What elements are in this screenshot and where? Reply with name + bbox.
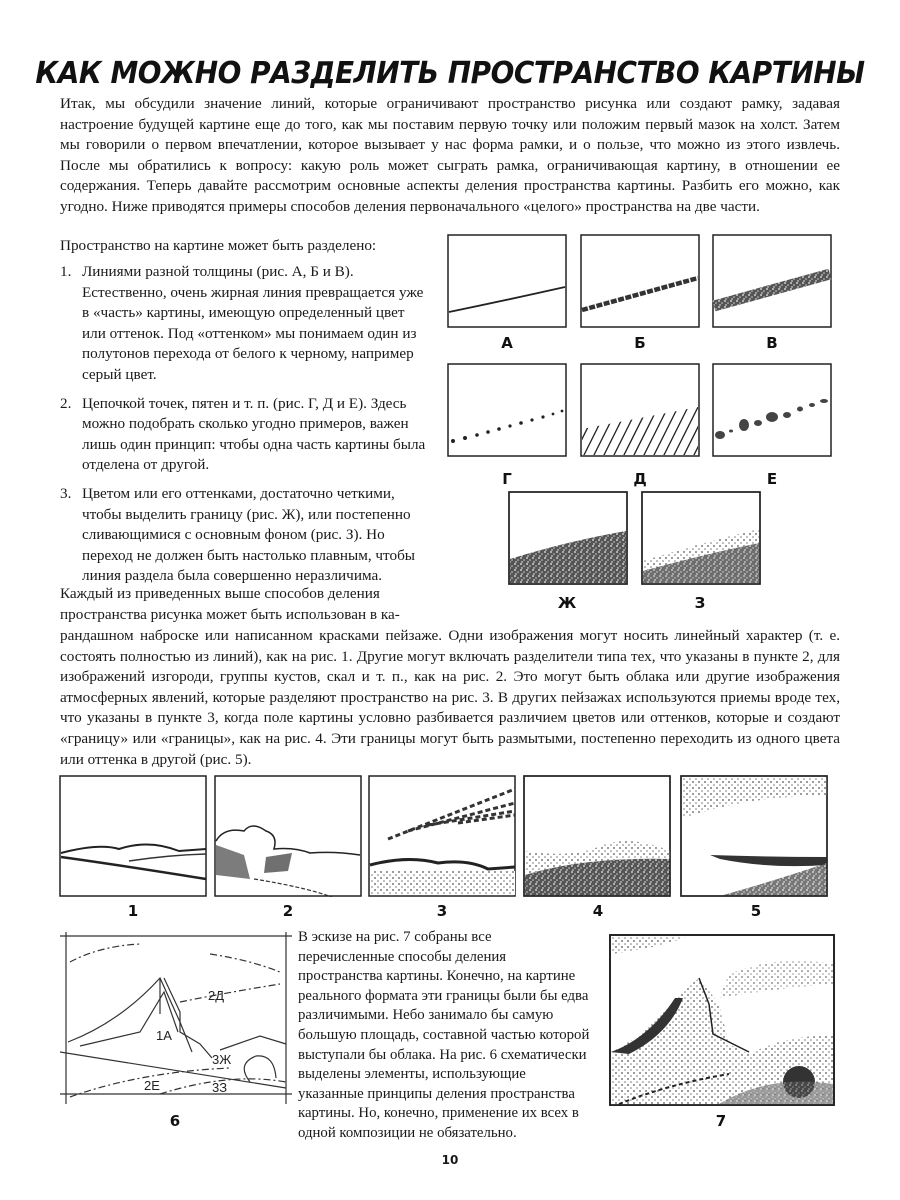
- list-lead: Пространство на картине может быть разделено:: [60, 237, 377, 254]
- schema-label: 3Ж: [212, 1052, 232, 1067]
- figure-4: [523, 775, 671, 897]
- list-text: Цветом или его оттенками, достаточно четкими, чтобы выделить границу (рис. Ж), или постепенно сливающимися с основным фоном (рис. З). Но переход не должен быть настолько плавным, чтобы линия раздела была совершенно неразличима.: [82, 484, 416, 585]
- figure-label: Ж: [557, 594, 577, 612]
- schema-label: 2Е: [144, 1078, 160, 1093]
- list-number: 3.: [60, 484, 72, 502]
- figure-7-sketch: [609, 934, 835, 1106]
- figure-label: В: [766, 334, 778, 352]
- figure-v: [712, 234, 832, 328]
- list-item: [60, 394, 432, 476]
- figure-label: Г: [502, 470, 512, 488]
- sketch-paragraph: В эскизе на рис. 7 собраны все перечисленные способы деления пространства картины. Конечно, на картине реального формата эти границы были бы едва различимыми. Небо занимало бы самую большую площадь, составной частью которой выступали бы облака. На рис. 6 схематически выделены элементы, использующие указанные принципы деления пространства картины. Но, конечно, применение их всех в одной композиции не обязательно.: [298, 929, 590, 1141]
- figure-label: 7: [715, 1112, 727, 1130]
- figure-label: Б: [634, 334, 646, 352]
- figure-label: 6: [169, 1112, 181, 1130]
- schema-label: 2Д: [208, 988, 225, 1003]
- list-number: 1.: [60, 263, 72, 280]
- figure-label: З: [694, 594, 706, 612]
- list-text: Линиями разной толщины (рис. А, Б и В). Естественно, очень жирная линия превращается уже в «часть» картины, имеющую определенный цвет или оттенок. Под «оттенком» мы понимаем один из полутонов перехода от белого к черному, например серый цвет.: [82, 263, 424, 383]
- schema-label: 1А: [156, 1028, 172, 1043]
- figure-zh: [508, 491, 628, 585]
- list-text: Цепочкой точек, пятен и т. п. (рис. Г, Д и Е). Здесь можно подобрать сколько угодно примеров, важен лишь один принцип: чтобы одна часть картины была отделена от другой.: [82, 394, 426, 474]
- intro-paragraph: Итак, мы обсудили значение линий, которые ограничивают пространство рисунка или создают рамку, задавая настроение будущей картине еще до того, как мы поставим первую точку или положим первый мазок на холст. Затем мы говорили о первом впечатлении, которое вызывает у нас форма рамки, и о пользе, что можно из этого извлечь. После мы обратились к вопросу: какую роль может сыграть рамка, ограничивающая картину, в отношении ее содержания. Теперь давайте рассмотрим основные аспекты деления пространства картины. Разбить его можно, как угодно. Ниже приводятся примеры способов деления первоначального «целого» пространства на две части.: [60, 95, 840, 215]
- figure-z: [641, 491, 761, 585]
- list-number: 2.: [60, 394, 72, 412]
- figure-label: 3: [436, 902, 448, 920]
- paragraph-each-method-start: Каждый из приведенных выше способов деления пространства рисунка может быть использован в ка-: [60, 585, 400, 623]
- figure-label: 4: [592, 902, 604, 920]
- paragraph-each-method-cont: рандашном наброске или написанном красками пейзаже. Одни изображения могут носить линейный характер (т. е. состоять полностью из линий), как на рис. 1. Другие могут включать разделители типа тех, что указаны в пункте 2, для изображений изгороди, группы кустов, скал и т. п., как на рис. 2. Это могут быть облака или другие изображения атмосферных явлений, которые разделяют пространство на рис. 3. В других пейзажах используются приемы вроде тех, что указаны в пункте 3, когда поле картины условно разбивается различием цветов или оттенков, которые и создают «границу» или «границы», как на рис. 4. Эти границы могут быть размытыми, постепенно переходить из одного цвета или оттенка в другой (рис. 5).: [60, 627, 840, 768]
- figure-label: 5: [750, 902, 762, 920]
- figure-label: 2: [282, 902, 294, 920]
- figure-d: [580, 363, 700, 457]
- figure-label: Д: [633, 470, 647, 488]
- list-item: [60, 262, 432, 386]
- figure-a: [447, 234, 567, 328]
- figure-label: 1: [127, 902, 139, 920]
- figure-g: [447, 363, 567, 457]
- figure-5: [680, 775, 828, 897]
- list-item: [60, 484, 432, 587]
- figure-b: [580, 234, 700, 328]
- figure-1: [59, 775, 207, 897]
- schema-label: 3З: [212, 1080, 228, 1095]
- division-methods-list: [60, 262, 432, 595]
- figure-label: А: [501, 334, 513, 352]
- figure-2: [214, 775, 362, 897]
- figure-3: [368, 775, 516, 897]
- figure-label: Е: [766, 470, 778, 488]
- page-title: КАК МОЖНО РАЗДЕЛИТЬ ПРОСТРАНСТВО КАРТИНЫ: [35, 56, 865, 91]
- page-number: 10: [441, 1153, 459, 1167]
- figure-e: [712, 363, 832, 457]
- figure-6-schema: [60, 932, 292, 1104]
